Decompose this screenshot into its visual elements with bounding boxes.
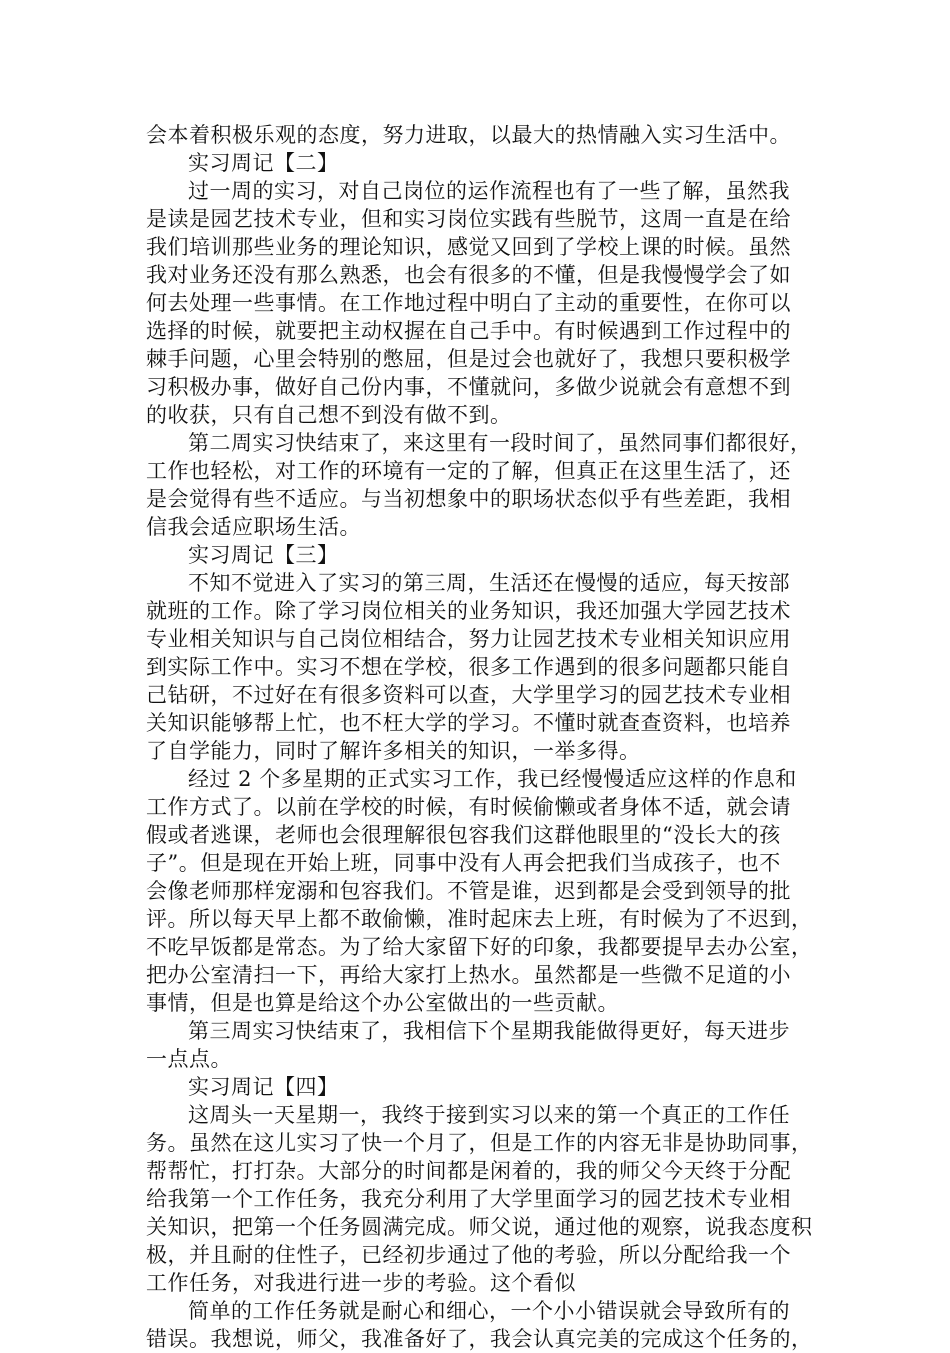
text-line: 帮帮忙，打打杂。大部分的时间都是闲着的，我的师父今天终于分配 [146, 1159, 791, 1183]
text-line: 错误。我想说，师父，我准备好了，我会认真完美的完成这个任务的， [146, 1327, 813, 1351]
text-line: 不吃早饭都是常态。为了给大家留下好的印象，我都要提早去办公室， [146, 935, 813, 959]
paragraph-first-line: 这周头一天星期一，我终于接到实习以来的第一个真正的工作任 [188, 1103, 790, 1127]
paragraph-first-line: 第三周实习快结束了，我相信下个星期我能做得更好，每天进步 [188, 1019, 790, 1043]
text-line: 极，并且耐的住性子，已经初步通过了他的考验，所以分配给我一个 [146, 1243, 791, 1267]
text-line: 把办公室清扫一下，再给大家打上热水。虽然都是一些微不足道的小 [146, 963, 791, 987]
text-line: 关知识能够帮上忙，也不枉大学的学习。不懂时就查查资料，也培养 [146, 711, 791, 735]
paragraph-first-line: 实习周记【三】 [188, 543, 339, 567]
text-line: 棘手问题，心里会特别的憋屈，但是过会也就好了，我想只要积极学 [146, 347, 791, 371]
text-line: 关知识，把第一个任务圆满完成。师父说，通过他的观察，说我态度积 [146, 1215, 813, 1239]
text-line: 习积极办事，做好自己份内事，不懂就问，多做少说就会有意想不到 [146, 375, 791, 399]
text-line: 假或者逃课，老师也会很理解很包容我们这群他眼里的“没长大的孩 [146, 823, 781, 847]
paragraph-first-line: 第二周实习快结束了，来这里有一段时间了，虽然同事们都很好， [188, 431, 812, 455]
text-line: 会像老师那样宠溺和包容我们。不管是谁，迟到都是会受到领导的批 [146, 879, 791, 903]
text-line: 我对业务还没有那么熟悉，也会有很多的不懂，但是我慢慢学会了如 [146, 263, 791, 287]
text-line: 的收获，只有自己想不到没有做不到。 [146, 403, 512, 427]
paragraph-first-line: 实习周记【二】 [188, 151, 339, 175]
text-line: 就班的工作。除了学习岗位相关的业务知识，我还加强大学园艺技术 [146, 599, 791, 623]
paragraph-first-line: 实习周记【四】 [188, 1075, 339, 1099]
text-line: 务。虽然在这儿实习了快一个月了，但是工作的内容无非是协助同事， [146, 1131, 813, 1155]
text-line: 何去处理一些事情。在工作地过程中明白了主动的重要性，在你可以 [146, 291, 791, 315]
text-line: 事情，但是也算是给这个办公室做出的一些贡献。 [146, 991, 619, 1015]
text-line: 选择的时候，就要把主动权握在自己手中。有时候遇到工作过程中的 [146, 319, 791, 343]
paragraph-first-line: 过一周的实习，对自己岗位的运作流程也有了一些了解，虽然我 [188, 179, 790, 203]
text-line: 工作也轻松，对工作的环境有一定的了解，但真正在这里生活了，还 [146, 459, 791, 483]
text-line: 会本着积极乐观的态度，努力进取，以最大的热情融入实习生活中。 [146, 123, 791, 147]
document-body [146, 121, 813, 1353]
paragraph-first-line: 不知不觉进入了实习的第三周，生活还在慢慢的适应，每天按部 [188, 571, 790, 595]
text-line: 到实际工作中。实习不想在学校，很多工作遇到的很多问题都只能自 [146, 655, 791, 679]
text-line: 己钻研，不过好在有很多资料可以查，大学里学习的园艺技术专业相 [146, 683, 791, 707]
text-line: 信我会适应职场生活。 [146, 515, 361, 539]
text-line: 专业相关知识与自己岗位相结合，努力让园艺技术专业相关知识应用 [146, 627, 791, 651]
text-line: 是会觉得有些不适应。与当初想象中的职场状态似乎有些差距，我相 [146, 487, 791, 511]
text-line: 我们培训那些业务的理论知识，感觉又回到了学校上课的时候。虽然 [146, 235, 791, 259]
text-line: 子”。但是现在开始上班，同事中没有人再会把我们当成孩子，也不 [146, 851, 781, 875]
text-line: 工作任务，对我进行进一步的考验。这个看似 [146, 1271, 576, 1295]
paragraph-first-line: 经过 2 个多星期的正式实习工作，我已经慢慢适应这样的作息和 [188, 767, 797, 791]
text-line: 是读是园艺技术专业，但和实习岗位实践有些脱节，这周一直是在给 [146, 207, 791, 231]
text-line: 评。所以每天早上都不敢偷懒，准时起床去上班，有时候为了不迟到， [146, 907, 813, 931]
text-line: 了自学能力，同时了解许多相关的知识，一举多得。 [146, 739, 641, 763]
text-line: 一点点。 [146, 1047, 232, 1071]
paragraph-first-line: 简单的工作任务就是耐心和细心，一个小小错误就会导致所有的 [188, 1299, 790, 1323]
text-line: 给我第一个工作任务，我充分利用了大学里面学习的园艺技术专业相 [146, 1187, 791, 1211]
text-line: 工作方式了。以前在学校的时候，有时候偷懒或者身体不适，就会请 [146, 795, 791, 819]
